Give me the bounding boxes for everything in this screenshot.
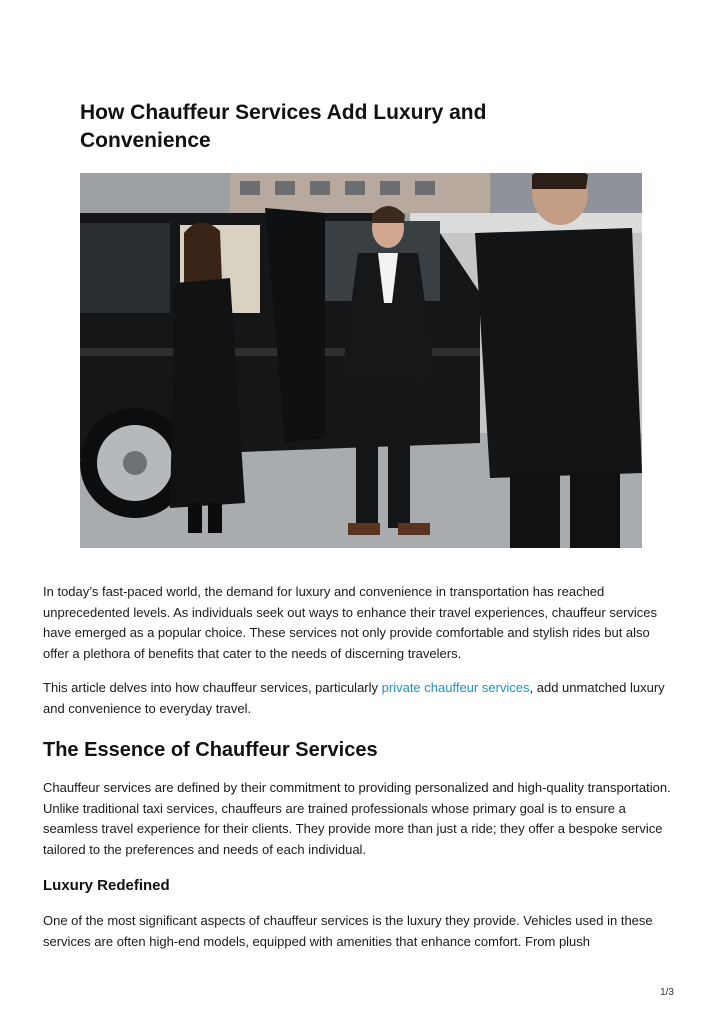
article-body: [43, 582, 679, 966]
luxury-paragraph: One of the most significant aspects of chauffeur services is the luxury they provide. Vehicles used in these services are often high-end models, equipped with amenities that enhance comfort. From plush: [43, 913, 653, 949]
chauffeur-scene-illustration: [80, 173, 642, 548]
intro-paragraph: In today’s fast-paced world, the demand for luxury and convenience in transportation has reached unprecedented levels. As individuals seek out ways to enhance their travel experiences, chauffeur services have emerged as a popular choice. These services not only provide comfortable and stylish rides but also offer a plethora of benefits that cater to the needs of discerning travelers.: [43, 584, 658, 661]
article-purpose-paragraph: [43, 678, 679, 719]
subheading-luxury-redefined: Luxury Redefined: [43, 877, 170, 894]
essence-paragraph: Chauffeur services are defined by their commitment to providing personalized and high-quality transportation. Unlike traditional taxi services, chauffeurs are trained professionals whose primary goal is to ensure a seamless travel experience for their clients. They provide more than just a ride; they offer a bespoke service tailored to the preferences and needs of each individual.: [43, 780, 671, 857]
hero-photo: [80, 173, 642, 548]
article-title: How Chauffeur Services Add Luxury and Convenience: [80, 101, 487, 152]
page-number: 1/3: [660, 987, 674, 998]
section-heading-essence: The Essence of Chauffeur Services: [43, 739, 378, 761]
private-chauffeur-services-link[interactable]: private chauffeur services: [381, 680, 530, 695]
p2-text-after: , add unmatched luxury and convenience to everyday travel.: [43, 680, 665, 716]
p2-text-before: This article delves into how chauffeur services, particularly: [43, 680, 382, 695]
